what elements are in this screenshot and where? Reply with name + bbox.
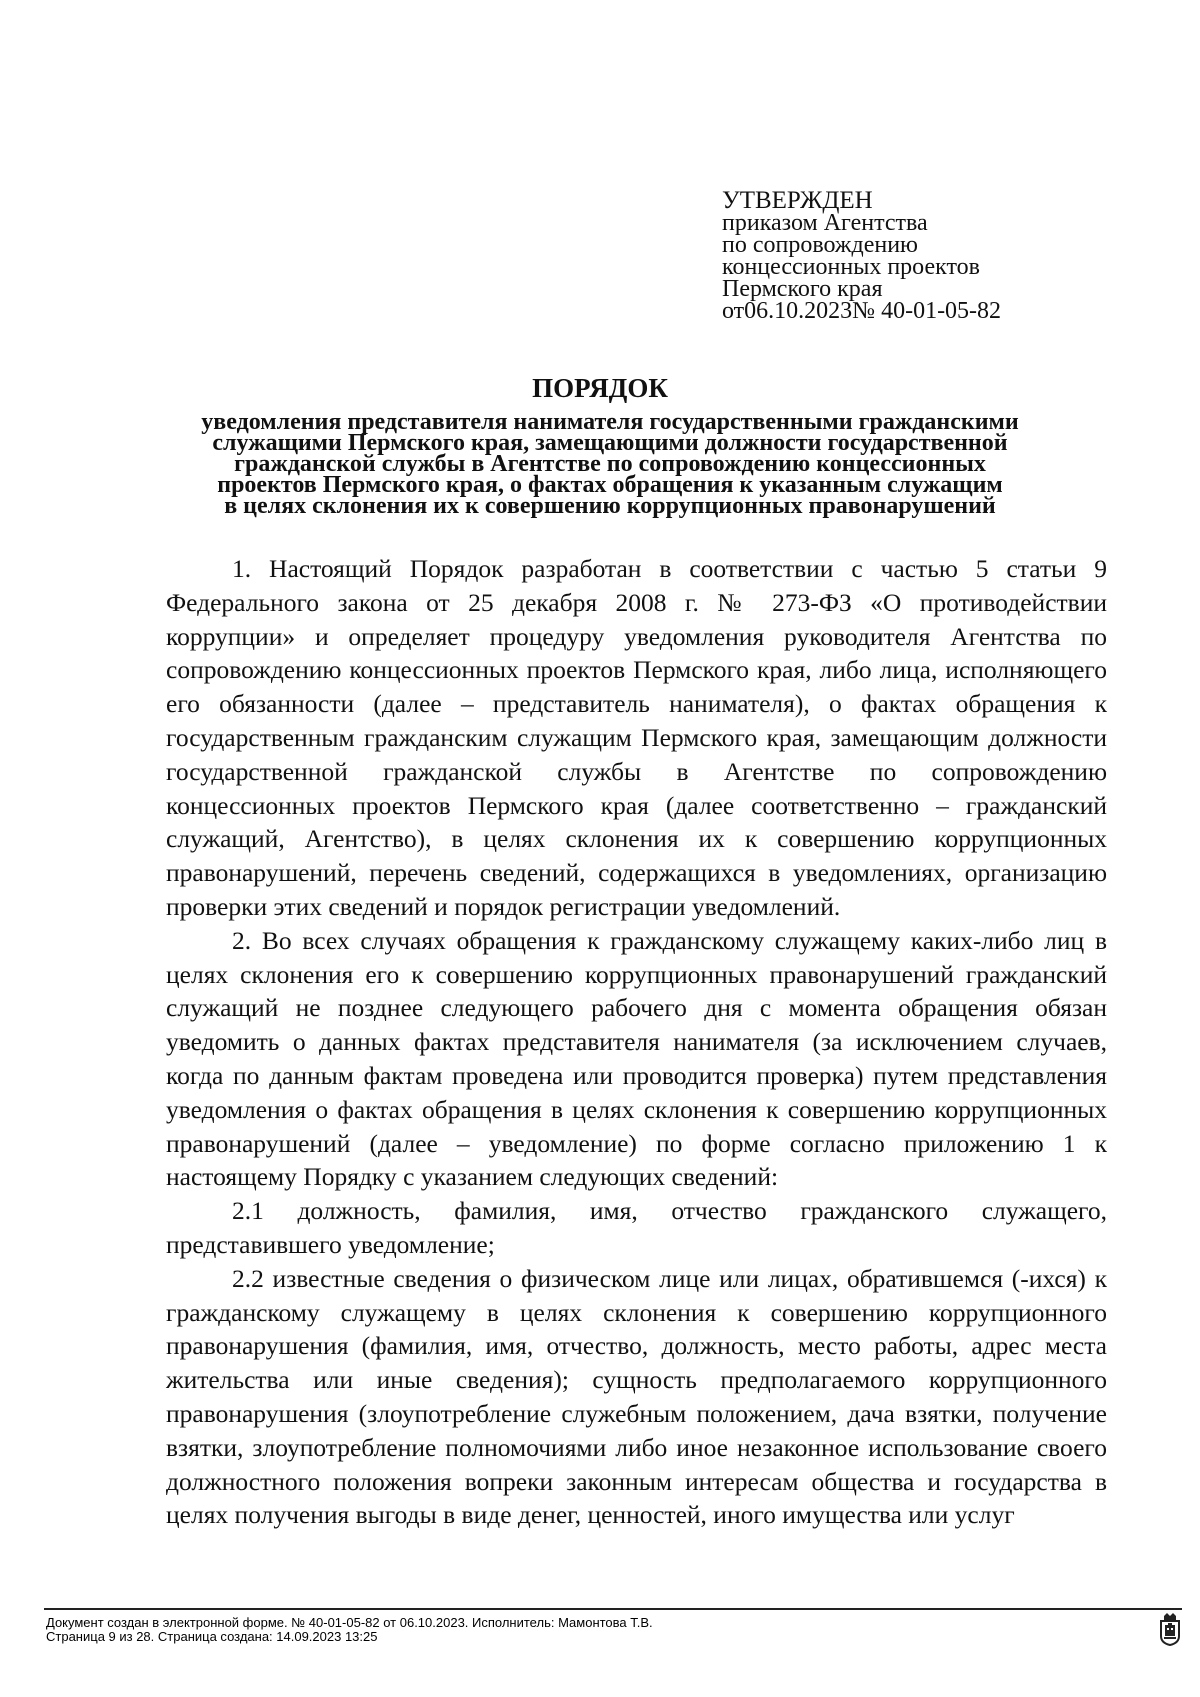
approval-line: по сопровождению (722, 232, 918, 258)
footer-line-2: Страница 9 из 28. Страница создана: 14.09.2023 13:25 (46, 1629, 378, 1644)
approval-heading: УТВЕРЖДЕН (722, 187, 873, 214)
subtitle-line: уведомления представителя нанимателя государственными гражданскими (201, 409, 1019, 435)
approval-line: приказом Агентства (722, 210, 928, 236)
footer-line-1: Документ создан в электронной форме. № 40-01-05-82 от 06.10.2023. Исполнитель: Мамонтова Т.В. (46, 1615, 653, 1630)
approval-line: Пермского края (722, 276, 883, 302)
footer-text (46, 1616, 653, 1644)
approval-order-number: от06.10.2023№ 40-01-05-82 (722, 298, 1002, 324)
subtitle-line: проектов Пермского края, о фактах обращения к указанным служащим (217, 472, 1003, 498)
paragraph-2-2: 2.2 известные сведения о физическом лице или лицах, обратившемся (-ихся) к гражданскому служащему в целях склонения к совершению коррупционного правонарушения (фамилия, имя, отчество, должность, место работы, адрес места жительства или иные сведения); сущность предполагаемого коррупционного правонарушения (злоупотребление служебным положением, дача взятки, получение взятки, злоупотребление полномочиями либо иное незаконное использование своего должностного положения вопреки законным интересам общества и государства в целях получения выгоды в виде денег, ценностей, иного имущества или услуг (166, 1263, 1107, 1530)
subtitle-line: в целях склонения их к совершению коррупционных правонарушений (224, 493, 996, 519)
approval-stamp (722, 187, 1102, 324)
paragraph-2-1: 2.1 должность, фамилия, имя, отчество гражданского служащего, представившего уведомление; (166, 1196, 1107, 1259)
perm-krai-coat-of-arms-icon (1158, 1612, 1182, 1646)
approval-line: концессионных проектов (722, 254, 980, 280)
document-title: ПОРЯДОК (532, 373, 668, 403)
subtitle-line: служащими Пермского края, замещающими должности государственной (212, 430, 1008, 456)
paragraph-1: 1. Настоящий Порядок разработан в соответствии с частью 5 статьи 9 Федерального закона от 25 декабря 2008 г. № 273-ФЗ «О противодействии коррупции» и определяет процедуру уведомления руководителя Агентства по сопровождению концессионных проектов Пермского края, либо лица, исполняющего его обязанности (далее – представитель нанимателя), о фактах обращения к государственным гражданским служащим Пермского края, замещающим должности государственной гражданской службы в Агентстве по сопровождению концессионных проектов Пермского края (далее соответственно – гражданский служащий, Агентство), в целях склонения их к совершению коррупционных правонарушений, перечень сведений, содержащихся в уведомлениях, организацию проверки этих сведений и порядок регистрации уведомлений. (166, 554, 1107, 921)
document-body (166, 552, 1107, 1532)
document-subtitle (150, 409, 1070, 519)
subtitle-line: гражданской службы в Агентстве по сопровождению концессионных (234, 451, 986, 477)
paragraph-2: 2. Во всех случаях обращения к гражданскому служащему каких-либо лиц в целях склонения его к совершению коррупционных правонарушений гражданский служащий не позднее следующего рабочего дня с момента обращения обязан уведомить о данных фактах представителя нанимателя (за исключением случаев, когда по данным фактам проведена или проводится проверка) путем представления уведомления о фактах обращения в целях склонения к совершению коррупционных правонарушений (далее – уведомление) по форме согласно приложению 1 к настоящему Порядку с указанием следующих сведений: (166, 925, 1107, 1192)
footer-divider (44, 1608, 1182, 1610)
